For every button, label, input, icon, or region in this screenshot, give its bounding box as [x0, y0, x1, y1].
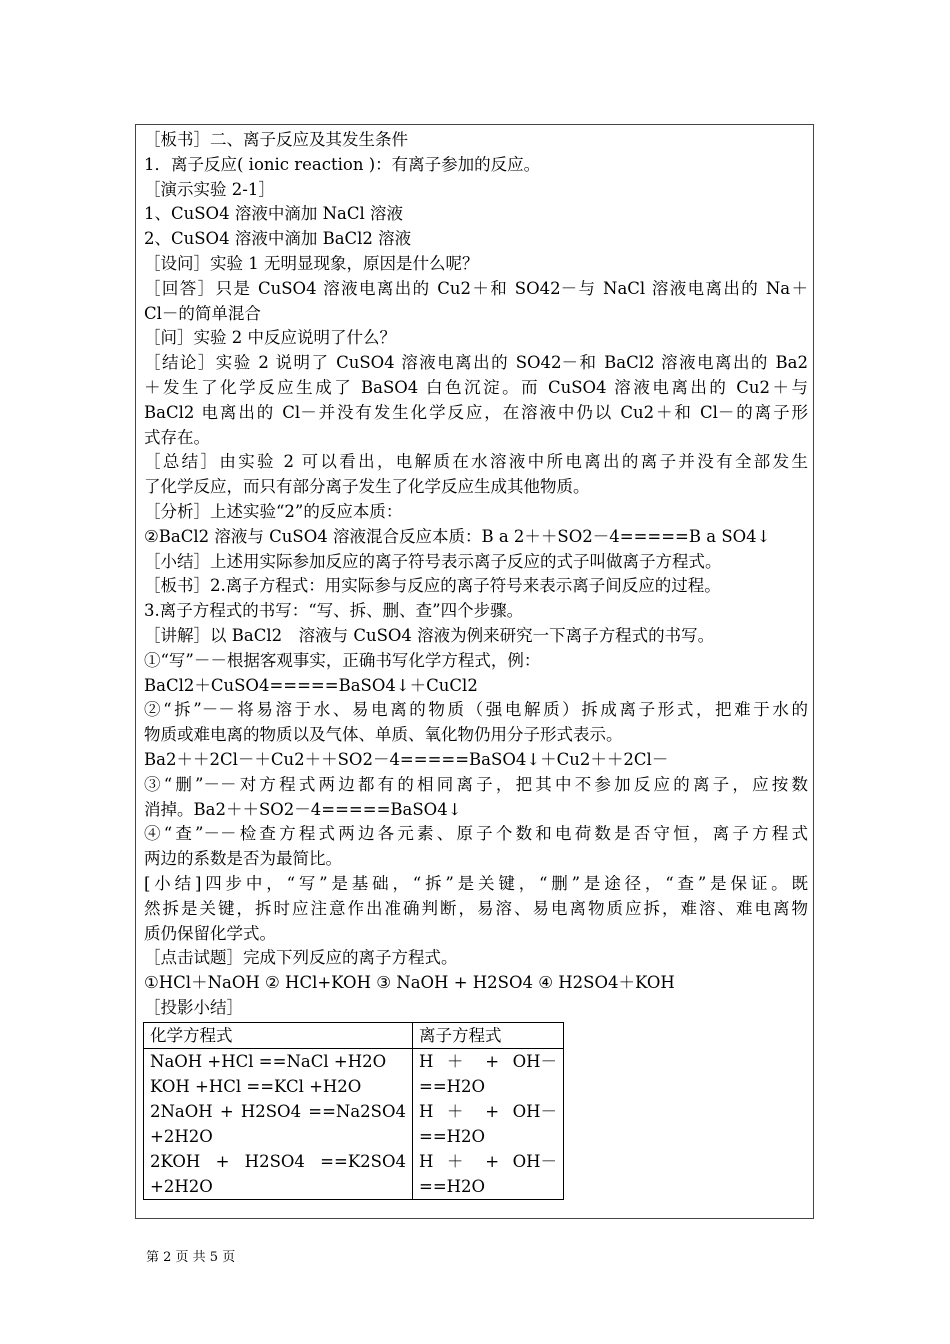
text-line: ［总结］由实验 2 可以看出，电解质在水溶液中所电离出的离子并没有全部发生 [144, 452, 808, 472]
text-line: ②BaCl2 溶液与 CuSO4 溶液混合反应本质：B a 2＋＋SO2－4=====B a SO4↓ [144, 526, 771, 546]
ionic-line: ==H2O [419, 1176, 486, 1196]
text-line: 质仍保留化学式。 [144, 923, 276, 943]
text-line: 两边的系数是否为最简比。 [144, 849, 342, 869]
ionic-line: H ＋ + OH－ [419, 1151, 557, 1171]
table-header-row [144, 1022, 564, 1048]
text-line: ①HCl＋NaOH ② HCl+KOH ③ NaOH + H2SO4 ④ H2SO4＋KOH [144, 973, 675, 993]
text-line: ［回答］只是 CuSO4 溶液电离出的 Cu2＋和 SO42－与 NaCl 溶液电离出的 Na＋ [144, 278, 808, 298]
text-line: 然拆是关键，拆时应注意作出准确判断，易溶、易电离物质应拆，难溶、难电离物 [144, 898, 808, 918]
text-line: Ba2＋＋2Cl－＋Cu2＋＋SO2－4=====BaSO4↓＋Cu2＋＋2Cl－ [144, 749, 669, 769]
text-line: 1．离子反应( ionic reaction )：有离子参加的反应。 [144, 154, 541, 174]
equation-table [143, 1022, 564, 1200]
text-line: ＋发生了化学反应生成了 BaSO4 白色沉淀。而 CuSO4 溶液电离出的 Cu2＋与 [144, 377, 808, 397]
text-line: ［点击试题］完成下列反应的离子方程式。 [144, 948, 458, 968]
chemical-equations-cell [144, 1048, 413, 1199]
text-line: 物质或难电离的物质以及气体、单质、氧化物仍用分子形式表示。 [144, 725, 623, 745]
chem-line: NaOH +HCl ==NaCl +H2O [150, 1051, 387, 1071]
text-line: ［小结］上述用实际参加反应的离子符号表示离子反应的式子叫做离子方程式。 [144, 551, 722, 571]
chem-line: KOH +HCl ==KCl +H2O [150, 1076, 362, 1096]
chem-line: +2H2O [150, 1126, 213, 1146]
header-chemical-equation: 化学方程式 [144, 1022, 413, 1048]
header-ionic-equation: 离子方程式 [413, 1022, 564, 1048]
chem-line: +2H2O [150, 1176, 213, 1196]
text-line: 式存在。 [144, 427, 210, 447]
text-line: ②“拆”－－将易溶于水、易电离的物质（强电解质）拆成离子形式，把难于水的 [144, 700, 808, 720]
text-line: ［设问］实验 1 无明显现象，原因是什么呢？ [144, 253, 479, 273]
page-number-footer: 第 2 页 共 5 页 [146, 1250, 236, 1265]
text-line: BaCl2＋CuSO4=====BaSO4↓＋CuCl2 [144, 675, 478, 695]
ionic-equations-cell [413, 1048, 564, 1199]
chem-line: 2KOH + H2SO4 ==K2SO4 [150, 1151, 406, 1171]
text-line: ③“删”－－对方程式两边都有的相同离子，把其中不参加反应的离子，应按数 [144, 774, 808, 794]
ionic-line: H ＋ + OH－ [419, 1101, 557, 1121]
text-line: ［投影小结］ [144, 997, 243, 1017]
text-line: ［分析］上述实验“2”的反应本质： [144, 501, 403, 521]
text-line: ①“写”－－根据客观事实，正确书写化学方程式，例： [144, 650, 541, 670]
text-line: ［演示实验 2-1］ [144, 179, 275, 199]
text-line: BaCl2 电离出的 Cl－并没有发生化学反应，在溶液中仍以 Cu2＋和 Cl－的离子形 [144, 402, 808, 422]
text-line: 3.离子方程式的书写：“写、拆、删、查”四个步骤。 [144, 601, 524, 621]
text-line: ［板书］2.离子方程式：用实际参与反应的离子符号来表示离子间反应的过程。 [144, 576, 721, 596]
text-line: 了化学反应，而只有部分离子发生了化学反应生成其他物质。 [144, 477, 590, 497]
text-line: ［结论］实验 2 说明了 CuSO4 溶液电离出的 SO42－和 BaCl2 溶液电离出的 Ba2 [144, 353, 808, 373]
ionic-line: ==H2O [419, 1126, 486, 1146]
ionic-line: ==H2O [419, 1076, 486, 1096]
chem-line: 2NaOH + H2SO4 ==Na2SO4 [150, 1101, 406, 1121]
text-line: 消掉。Ba2＋＋SO2－4=====BaSO4↓ [144, 799, 462, 819]
text-line: Cl－的简单混合 [144, 303, 261, 323]
text-line: ［板书］二、离子反应及其发生条件 [144, 130, 408, 149]
text-line: 2、CuSO4 溶液中滴加 BaCl2 溶液 [144, 229, 412, 249]
lesson-content [144, 128, 808, 1200]
text-line: 1、CuSO4 溶液中滴加 NaCl 溶液 [144, 204, 403, 224]
text-line: ［问］实验 2 中反应说明了什么？ [144, 328, 396, 348]
text-line: [小结]四步中，“写”是基础，“拆”是关键，“删”是途径，“查”是保证。既 [144, 873, 808, 893]
ionic-line: H ＋ + OH－ [419, 1051, 557, 1071]
table-row [144, 1048, 564, 1199]
text-line: ［讲解］以 BaCl2 溶液与 CuSO4 溶液为例来研究一下离子方程式的书写。 [144, 625, 715, 645]
text-line: ④“查”－－检查方程式两边各元素、原子个数和电荷数是否守恒，离子方程式 [144, 824, 808, 844]
